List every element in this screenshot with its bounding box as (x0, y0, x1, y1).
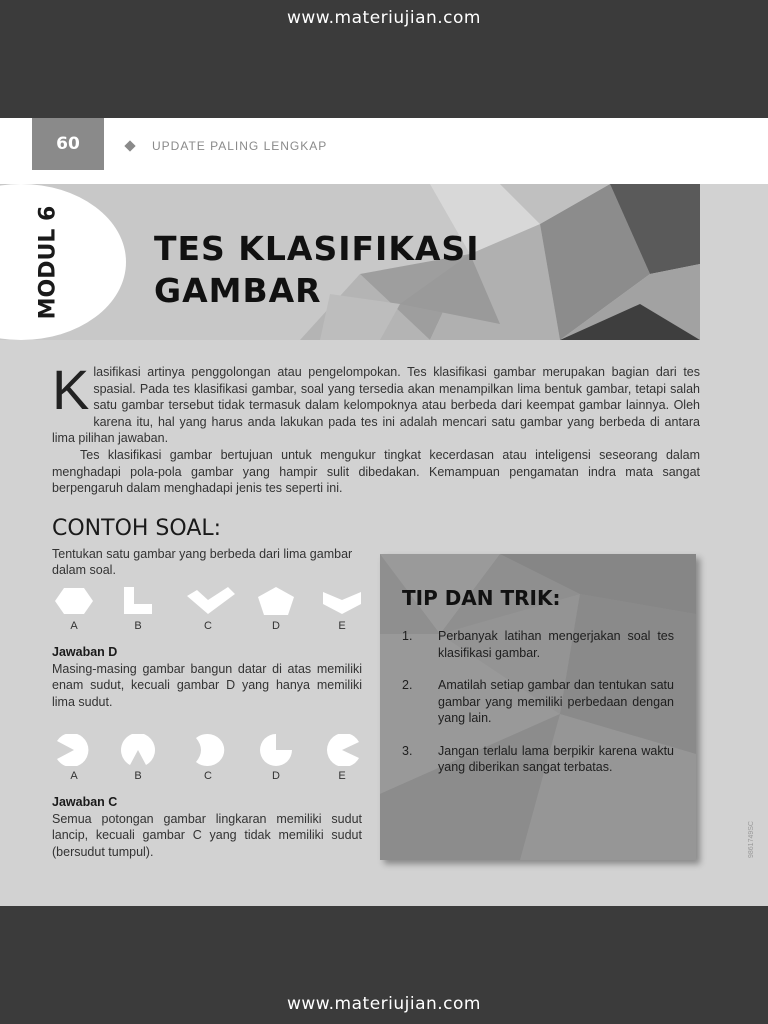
page-number: 60 (32, 118, 104, 170)
tip-list (402, 628, 674, 792)
intro-text (52, 358, 700, 497)
hexagon-shape-icon (54, 586, 94, 616)
option-d: D (254, 586, 298, 632)
option-e: E (320, 586, 364, 632)
answer-1-label: Jawaban D (52, 645, 118, 659)
intro-paragraph-2: Tes klasifikasi gambar bertujuan untuk mengukur tingkat kecerdasan atau inteligensi seseorang dalam menghadapi pola-pola gambar yang hampir sulit dibedakan. Kemampuan pengamatan indra mata sangat berpengaruh dalam menghadapi jenis tes seperti ini. (52, 447, 700, 496)
tip-item: 1. Perbanyak latihan mengerjakan soal tes klasifikasi gambar. (402, 629, 674, 660)
tip-item: 2. Amatilah setiap gambar dan tentukan satu gambar yang memiliki perbedaan dengan yang lain. (402, 678, 674, 725)
module-title: TES KLASIFIKASI GAMBAR (154, 229, 480, 310)
answer-1 (52, 644, 362, 710)
option-a: A (52, 586, 96, 632)
answer-1-text: Masing-masing gambar bangun datar di atas memiliki enam sudut, kecuali gambar D yang hanya memiliki lima sudut. (52, 661, 362, 709)
tip-item: 3. Jangan terlalu lama berpikir karena waktu yang diberikan sangat terbatas. (402, 743, 674, 774)
circle-cut-rounded-icon (188, 734, 228, 766)
modul-label: MODUL 6 (35, 205, 61, 319)
tip-box (380, 554, 696, 860)
header-label: UPDATE PALING LENGKAP (152, 139, 328, 153)
page-header (0, 118, 768, 184)
contoh-soal-heading: CONTOH SOAL: (52, 516, 222, 541)
l-shape-icon (118, 586, 158, 616)
site-url-top: www.materiujian.com (287, 8, 481, 28)
option-c: C (186, 734, 230, 782)
circle-cut-right-icon (322, 734, 362, 766)
chevron-shape-icon (186, 586, 236, 616)
answer-2-label: Jawaban C (52, 795, 118, 809)
circle-cut-left-icon (54, 734, 94, 766)
intro-paragraph-1: lasifikasi artinya penggolongan atau pengelompokan. Tes klasifikasi gambar merupakan bagian dari tes spasial. Pada tes klasifikasi gambar, soal yang tersedia akan menampilkan lima bentuk gambar, tetapi salah satu gambar tersebut tidak termasuk dalam kelompoknya atau berbeda dari keempat gambar lainnya. Oleh karena itu, hal yang harus anda lakukan pada tes ini adalah mencari satu gambar yang berbeda di antara lima pilihan jawaban. (52, 365, 700, 446)
shape-set-1 (52, 586, 362, 646)
circle-cut-top-right-icon (256, 734, 296, 766)
pentagon-shape-icon (256, 586, 296, 616)
option-b: B (116, 734, 160, 782)
site-url-bottom: www.materiujian.com (287, 994, 481, 1014)
contoh-soal-description: Tentukan satu gambar yang berbeda dari lima gambar dalam soal. (52, 547, 353, 577)
option-d: D (254, 734, 298, 782)
tip-title: TIP DAN TRIK: (402, 586, 561, 610)
answer-2 (52, 794, 362, 860)
option-a: A (52, 734, 96, 782)
answer-2-text: Semua potongan gambar lingkaran memiliki sudut lancip, kecuali gambar C yang tidak memiliki sudut (bersudut tumpul). (52, 811, 362, 859)
option-e: E (320, 734, 364, 782)
option-c: C (186, 586, 230, 632)
dropcap: K (52, 358, 90, 421)
shape-set-2 (52, 734, 362, 794)
circle-cut-bottom-icon (118, 734, 158, 766)
book-page (0, 118, 768, 906)
option-b: B (116, 586, 160, 632)
diamond-icon (124, 140, 135, 151)
module-banner (0, 184, 700, 340)
side-code: 9861749SC (748, 821, 755, 858)
notched-shape-icon (322, 586, 362, 616)
